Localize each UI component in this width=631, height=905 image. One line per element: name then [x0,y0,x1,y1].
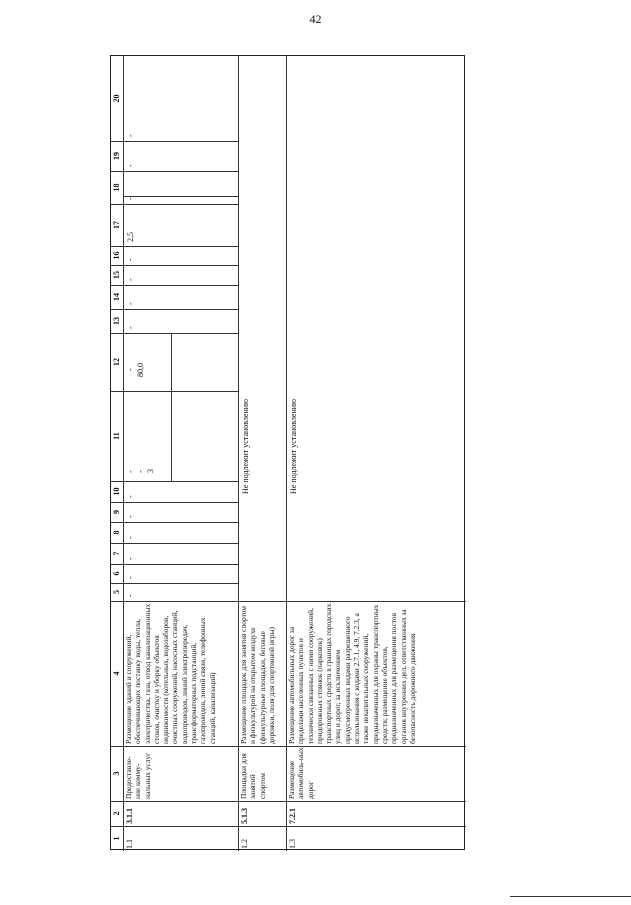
column-header-7: 7 [112,551,121,556]
grid-line [111,826,466,827]
grid-line [111,522,238,523]
cell-c9: - [126,515,135,518]
column-header-13: 13 [112,317,121,325]
row-code: 3.1.1 [125,808,134,824]
cell-c5: - [126,594,135,597]
column-header-19: 19 [112,152,121,160]
cell-c8: - [126,536,135,539]
column-header-5: 5 [112,590,121,594]
row-description: Размещение автомобильных дорог за пределами населенных пунктов и технически связанных с ними сооружений, придорожных стоянок (парковок) транспортных средств в границах городских улиц и дорог, за исключением предусмотренных видами разрешенного использования с кодами 2.7.1, 4.9, 7.2.3, а также некапитальных сооружений, предназначенных для охраны транспортных средств; размещение объектов, предназначенных для размещения постов органов внутренних дел, ответственных за безопасность дорожного движения [287,603,417,744]
cell-c14: - [126,302,135,305]
column-header-3: 3 [112,771,121,776]
grid-line [111,481,238,482]
column-header-14: 14 [112,293,121,301]
row-note: Не подлежит установлению [241,398,250,494]
grid-line [111,309,238,310]
grid-line [111,801,466,802]
row-code: 5.1.3 [240,808,249,824]
column-header-18: 18 [112,183,121,192]
grid-line [111,564,238,565]
grid-line [171,333,172,481]
cell-c20: - [126,134,135,137]
grid-line [111,502,238,503]
grid-line [286,56,287,601]
grid-line [111,141,238,142]
row-name: Площадки для занятий спортом [239,753,267,799]
cell-c12b: 80,0 [136,363,145,377]
cell-c11c: 3 [146,469,155,473]
cell-c18: - [126,197,135,200]
row-number: 1.3 [288,839,297,849]
cell-c16: - [126,258,135,261]
column-header-11: 11 [112,432,121,440]
grid-line [111,391,238,392]
cell-c17: 2,5 [126,232,135,242]
row-number: 1.1 [125,839,134,849]
row-name: Размещение автомобиль-ных дорог [287,747,315,799]
row-code: 7.2.1 [288,808,297,824]
row-note: Не подлежит установлению [289,398,298,494]
column-header-16: 16 [112,251,121,260]
cell-c13: - [126,326,135,329]
column-header-12: 12 [112,358,121,366]
grid-line [111,171,238,172]
row-description: Размещение зданий и сооружений, обеспечивающих поставку воды, тепла, электричества, газа, отвод канализационных стоков, очистку и уборку объектов недвижимости (котельных, водозаборов, очистных сооружений, насосных станций, водопроводов, линий электропередач, трансформаторных подстанций, газопроводов, линий связи, телефонных станций, канализаций) [124,603,217,744]
grid-line [111,583,238,584]
column-header-17: 17 [112,221,121,229]
grid-line [123,196,238,197]
grid-line [111,246,238,247]
column-header-10: 10 [112,487,121,496]
column-header-4: 4 [112,671,121,676]
cell-c10: - [126,495,135,498]
footer-rule [510,896,631,897]
grid-line [111,204,238,205]
cell-c12a: - [126,368,135,371]
column-header-20: 20 [112,94,121,103]
grid-line [111,333,238,334]
row-description: Размещение площадок для занятия спортом и физкультурой на открытом воздухе (физкультурные площадки, беговые дорожки, поля для спортивной игры) [239,606,276,744]
grid-line [111,543,238,544]
cell-c6: - [126,576,135,579]
cell-c11a: - [126,470,135,473]
cell-c7: - [126,557,135,560]
column-header-6: 6 [112,571,121,576]
row-number: 1.2 [240,839,249,849]
grid-line [111,285,238,286]
column-header-9: 9 [112,510,121,514]
cell-c11b: - [136,470,145,473]
cell-c15: - [126,278,135,281]
cell-c19: - [126,164,135,167]
column-header-8: 8 [112,530,121,535]
column-header-2: 2 [112,811,121,816]
regulation-table [110,55,465,850]
page-number: 42 [309,12,322,26]
column-header-15: 15 [112,271,121,279]
column-header-1: 1 [112,836,121,841]
grid-line [111,265,238,266]
row-name: Предоставле-ние комму-нальных услуг [124,752,152,799]
